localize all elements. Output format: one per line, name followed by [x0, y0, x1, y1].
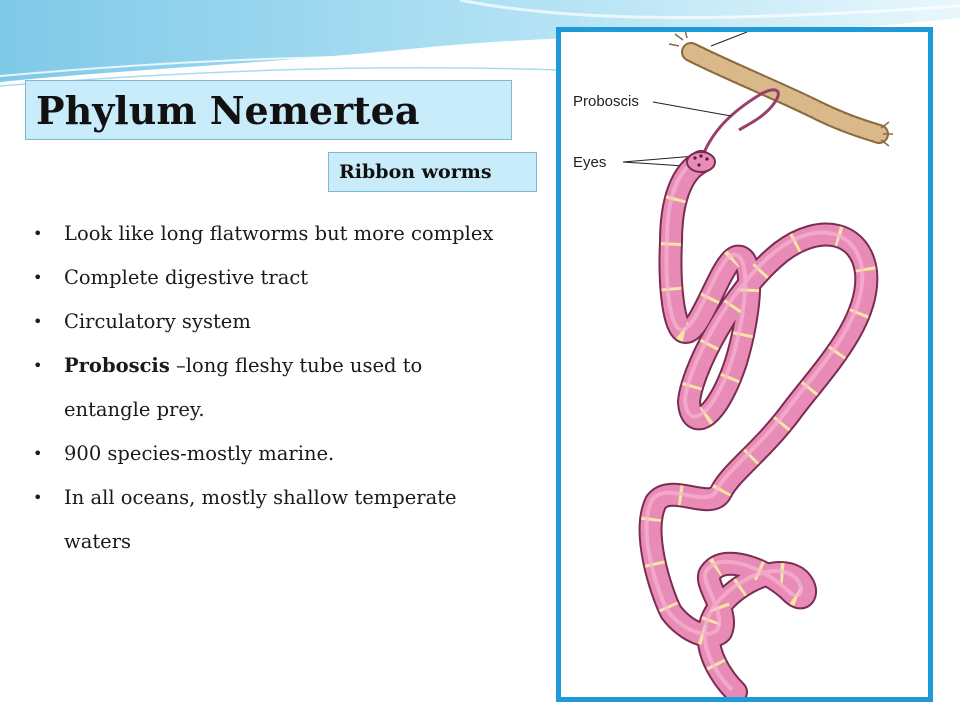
bullet-list: [30, 212, 540, 564]
bullet-text: –long fleshy tube used to: [169, 354, 423, 377]
bullet-text: Complete digestive tract: [64, 266, 309, 289]
bullet-marker: •: [33, 356, 43, 375]
title-box: [25, 80, 512, 140]
ribbon-worm-body: [647, 160, 867, 692]
bullet-text: Circulatory system: [64, 310, 251, 333]
label-top-line: [711, 32, 747, 46]
eye-spot: [693, 156, 696, 159]
bullet-item: [30, 476, 540, 564]
prey-worm: [669, 32, 893, 146]
subtitle-box: [328, 152, 537, 192]
bullet-continuation: entangle prey.: [64, 398, 205, 421]
bullet-marker: •: [33, 312, 43, 331]
eye-spot: [697, 163, 700, 166]
bullet-item: [30, 432, 540, 476]
eye-spot: [705, 157, 708, 160]
bullet-marker: •: [33, 488, 43, 507]
slide-subtitle: Ribbon worms: [339, 161, 492, 183]
ribbon-worm-illustration-frame: [556, 27, 933, 702]
bullet-continuation: waters: [64, 530, 132, 553]
bullet-text: In all oceans, mostly shallow temperate: [64, 486, 457, 509]
bullet-item: [30, 344, 540, 432]
bullet-text: 900 species-mostly marine.: [64, 442, 335, 465]
bullet-text: Look like long flatworms but more complex: [64, 222, 494, 245]
bullet-item: [30, 212, 540, 256]
bullet-marker: •: [33, 444, 43, 463]
proboscis-leader-line: [653, 102, 731, 116]
ribbon-worm-illustration: [561, 32, 928, 697]
label-proboscis: Proboscis: [573, 93, 639, 110]
label-eyes: Eyes: [573, 154, 607, 171]
bullet-marker: •: [33, 268, 43, 287]
worm-head: [687, 152, 715, 172]
bullet-item: [30, 256, 540, 300]
proboscis: [701, 90, 778, 160]
bullet-bold: Proboscis: [64, 354, 170, 377]
eye-spot: [699, 154, 702, 157]
bullet-marker: •: [33, 224, 43, 243]
bullet-item: [30, 300, 540, 344]
slide-title: Phylum Nemertea: [36, 87, 420, 133]
